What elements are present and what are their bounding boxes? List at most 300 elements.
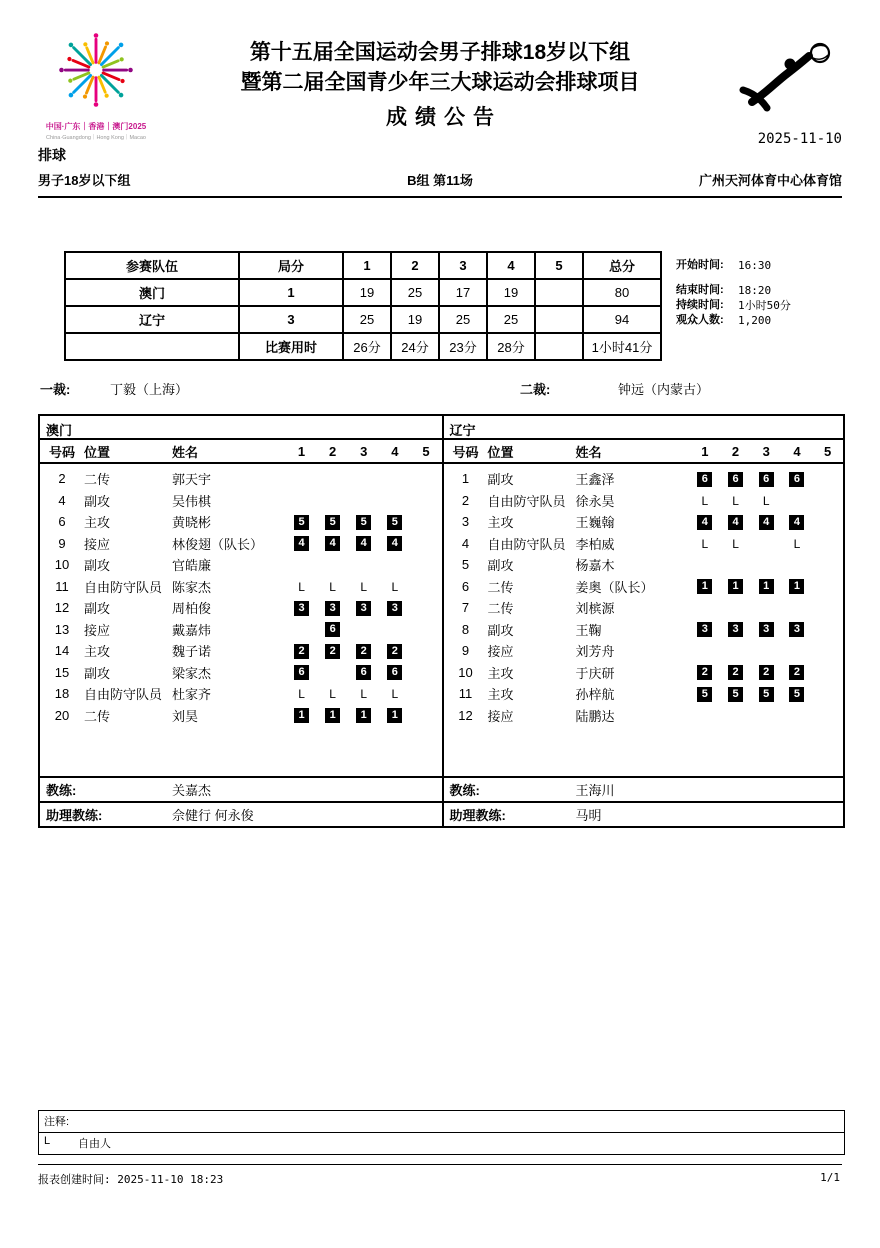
score-column-header: 局分 xyxy=(239,252,343,279)
player-set-cell xyxy=(690,536,721,551)
player-number: 9 xyxy=(58,535,66,551)
rosters-section xyxy=(38,414,845,828)
player-row xyxy=(40,576,442,598)
rotation-position-mark: 1 xyxy=(387,708,402,723)
libero-mark: L xyxy=(701,536,709,551)
player-row xyxy=(40,640,442,662)
player-position: 副攻 xyxy=(487,472,514,488)
rotation-position-mark: 1 xyxy=(356,708,371,723)
match-info-label: 观众人数: xyxy=(676,314,724,326)
libero-mark: L xyxy=(360,687,368,702)
coach-name: 关嘉杰 xyxy=(172,783,212,798)
assistant-coach-label: 助理教练: xyxy=(449,808,506,823)
rotation-position-mark: 3 xyxy=(697,622,712,637)
roster-columns-left xyxy=(40,440,442,464)
set-score xyxy=(535,279,583,306)
player-set-cell xyxy=(348,686,379,701)
player-number: 12 xyxy=(458,707,473,723)
player-number: 1 xyxy=(461,471,470,487)
score-column-header: 1 xyxy=(343,252,391,279)
player-set-cell xyxy=(751,664,782,680)
set-duration xyxy=(535,333,583,360)
player-set-cell xyxy=(286,686,317,701)
player-set-cell xyxy=(348,643,379,659)
player-set-cell xyxy=(317,643,348,659)
player-position: 自由防守队员 xyxy=(487,493,566,509)
player-number: 6 xyxy=(58,514,66,530)
player-position: 接应 xyxy=(487,644,514,660)
player-position: 自由防守队员 xyxy=(84,687,163,703)
player-position: 主攻 xyxy=(487,515,514,531)
player-set-cell xyxy=(690,686,721,702)
roster-left xyxy=(40,416,442,826)
player-row xyxy=(40,490,442,512)
player-position: 副攻 xyxy=(84,558,111,574)
team-name-left: 澳门 xyxy=(40,416,442,440)
player-name: 陆鹏达 xyxy=(575,708,615,724)
score-total: 80 xyxy=(583,279,661,306)
match-subheader xyxy=(38,170,842,189)
score-total: 94 xyxy=(583,306,661,333)
score-column-header: 5 xyxy=(535,252,583,279)
score-table xyxy=(64,251,662,361)
player-name: 魏子诺 xyxy=(172,644,212,660)
set-score: 19 xyxy=(391,306,439,333)
player-name: 官皓廉 xyxy=(172,558,212,574)
player-set-cell xyxy=(286,600,317,616)
player-name: 王鑫泽 xyxy=(575,472,615,488)
set-duration: 24分 xyxy=(391,333,439,360)
rotation-position-mark: 4 xyxy=(697,515,712,530)
rotation-position-mark: 2 xyxy=(759,665,774,680)
player-set-cell xyxy=(379,514,410,530)
report-title: 成绩公告 xyxy=(386,106,502,129)
libero-mark: L xyxy=(732,493,739,508)
player-set-cell xyxy=(317,686,348,701)
rotation-position-mark: 6 xyxy=(325,622,340,637)
player-number: 3 xyxy=(461,514,470,530)
team-name-right: 辽宁 xyxy=(444,416,844,440)
player-name: 郭天宇 xyxy=(172,472,212,488)
rotation-position-mark: 3 xyxy=(356,601,371,616)
player-set-cell xyxy=(379,643,410,659)
duration-row xyxy=(65,333,661,360)
player-set-cell xyxy=(751,471,782,487)
roster-column-header: 5 xyxy=(422,443,430,459)
rotation-position-mark: 4 xyxy=(387,536,402,551)
rotation-position-mark: 3 xyxy=(789,622,804,637)
score-team-name: 澳门 xyxy=(65,279,239,306)
player-row xyxy=(444,576,844,598)
rotation-position-mark: 2 xyxy=(356,644,371,659)
player-set-cell xyxy=(379,600,410,616)
sport-label: 排球 xyxy=(38,147,66,163)
roster-column-header: 1 xyxy=(297,443,306,459)
header-divider xyxy=(38,196,842,198)
libero-mark: L xyxy=(360,579,368,594)
score-table-body xyxy=(65,279,661,360)
roster-right xyxy=(442,416,844,826)
player-position: 二传 xyxy=(487,601,514,617)
player-position: 主攻 xyxy=(487,687,514,703)
rotation-position-mark: 2 xyxy=(728,665,743,680)
player-position: 主攻 xyxy=(487,665,514,681)
set-duration: 23分 xyxy=(439,333,487,360)
player-name: 王巍翰 xyxy=(575,515,615,531)
set-score: 19 xyxy=(343,279,391,306)
player-row xyxy=(40,533,442,555)
rotation-position-mark: 5 xyxy=(697,687,712,702)
match-info-row xyxy=(676,313,791,328)
match-info-row xyxy=(676,258,791,273)
score-sets-won: 1 xyxy=(239,279,343,306)
rotation-position-mark: 5 xyxy=(356,515,371,530)
volleyball-pictogram-icon xyxy=(736,40,836,119)
rotation-position-mark: 1 xyxy=(759,579,774,594)
report-title-line2: 暨第二届全国青少年三大球运动会排球项目 xyxy=(240,71,640,94)
player-set-cell xyxy=(348,600,379,616)
assistant-coach-names: 马明 xyxy=(575,808,602,823)
match-info-label: 开始时间: xyxy=(676,259,724,271)
player-row xyxy=(444,511,844,533)
player-name: 刘芳舟 xyxy=(575,644,615,660)
player-set-cell xyxy=(348,579,379,594)
player-set-cell xyxy=(379,707,410,723)
player-number: 11 xyxy=(458,686,473,702)
player-set-cell xyxy=(720,471,751,487)
player-name: 李柏威 xyxy=(575,536,615,552)
rotation-position-mark: 2 xyxy=(697,665,712,680)
duration-label: 比赛用时 xyxy=(239,333,343,360)
player-set-cell xyxy=(317,621,348,637)
player-set-cell xyxy=(379,579,410,594)
player-position: 副攻 xyxy=(487,622,514,638)
libero-mark: L xyxy=(391,687,399,702)
player-name: 杜家齐 xyxy=(172,687,212,703)
player-name: 孙梓航 xyxy=(575,687,615,703)
player-position: 接应 xyxy=(84,622,111,638)
player-name: 徐永昊 xyxy=(575,493,615,509)
player-number: 15 xyxy=(54,664,70,680)
player-position: 接应 xyxy=(487,708,514,724)
assistant-coach-row-right xyxy=(444,801,844,826)
libero-legend-row xyxy=(39,1133,844,1154)
rotation-position-mark: 1 xyxy=(789,579,804,594)
match-info-value: 1,200 xyxy=(738,314,772,327)
player-set-cell xyxy=(720,514,751,530)
player-set-cell xyxy=(286,707,317,723)
player-row xyxy=(444,662,844,684)
player-row xyxy=(444,490,844,512)
player-row xyxy=(444,468,844,490)
second-referee-name: 钟远（内蒙古） xyxy=(618,382,710,397)
player-set-cell xyxy=(286,664,317,680)
player-set-cell xyxy=(782,578,813,594)
coach-name: 王海川 xyxy=(575,783,615,798)
player-position: 自由防守队员 xyxy=(487,536,566,552)
rotation-position-mark: 5 xyxy=(759,687,774,702)
rotation-position-mark: 6 xyxy=(728,472,743,487)
rotation-position-mark: 1 xyxy=(325,708,340,723)
rotation-position-mark: 5 xyxy=(728,687,743,702)
player-name: 戴嘉炜 xyxy=(172,622,212,638)
rotation-position-mark: 5 xyxy=(387,515,402,530)
roster-column-header: 4 xyxy=(793,443,801,459)
player-name: 姜奥（队长） xyxy=(575,579,654,595)
player-number: 9 xyxy=(461,643,470,659)
player-number: 2 xyxy=(58,471,66,487)
second-referee-label: 二裁: xyxy=(520,382,551,397)
player-set-cell xyxy=(690,471,721,487)
libero-mark: L xyxy=(329,687,336,702)
player-number: 12 xyxy=(54,600,70,616)
player-position: 二传 xyxy=(487,579,514,595)
roster-column-header: 3 xyxy=(762,443,770,459)
player-row xyxy=(444,683,844,705)
player-number: 18 xyxy=(54,686,70,702)
player-number: 13 xyxy=(54,621,70,637)
player-set-cell xyxy=(690,621,721,637)
player-set-cell xyxy=(751,514,782,530)
score-column-header: 4 xyxy=(487,252,535,279)
player-number: 20 xyxy=(54,707,70,723)
rotation-position-mark: 3 xyxy=(387,601,402,616)
player-set-cell xyxy=(751,578,782,594)
libero-mark: L xyxy=(329,579,336,594)
match-info-label: 结束时间: xyxy=(676,284,724,296)
player-name: 陈家杰 xyxy=(172,579,212,595)
rotation-position-mark: 1 xyxy=(294,708,309,723)
first-referee-label: 一裁: xyxy=(40,382,71,397)
player-row xyxy=(40,597,442,619)
match-label: B组 第11场 xyxy=(407,173,473,188)
set-score: 19 xyxy=(487,279,535,306)
libero-mark: L xyxy=(732,536,739,551)
player-set-cell xyxy=(379,664,410,680)
rotation-position-mark: 6 xyxy=(387,665,402,680)
roster-column-header: 位置 xyxy=(84,444,111,460)
score-column-header: 参赛队伍 xyxy=(65,252,239,279)
match-info-value: 1小时50分 xyxy=(738,299,791,312)
player-set-cell xyxy=(782,471,813,487)
player-position: 主攻 xyxy=(84,644,111,660)
player-set-cell xyxy=(317,707,348,723)
libero-mark: L xyxy=(701,493,709,508)
player-set-cell xyxy=(751,686,782,702)
roster-right-players xyxy=(444,464,844,776)
libero-symbol: L xyxy=(44,1135,51,1147)
player-set-cell xyxy=(720,536,751,551)
rotation-position-mark: 4 xyxy=(356,536,371,551)
libero-mark: L xyxy=(391,579,399,594)
player-row xyxy=(40,619,442,641)
player-row xyxy=(444,533,844,555)
player-number: 2 xyxy=(461,492,470,508)
player-set-cell xyxy=(379,535,410,551)
roster-column-header: 号码 xyxy=(48,444,75,460)
roster-column-header: 1 xyxy=(701,443,709,459)
score-table-header-row xyxy=(65,252,661,279)
player-row xyxy=(444,554,844,576)
player-set-cell xyxy=(690,493,721,508)
roster-column-header: 5 xyxy=(824,443,832,459)
player-number: 4 xyxy=(58,492,66,508)
report-title-line1: 第十五届全国运动会男子排球18岁以下组 xyxy=(249,41,631,64)
set-score: 17 xyxy=(439,279,487,306)
player-row xyxy=(444,619,844,641)
coach-row-left xyxy=(40,776,442,801)
player-set-cell xyxy=(286,579,317,594)
player-number: 7 xyxy=(461,600,470,616)
player-position: 二传 xyxy=(84,472,111,488)
player-number: 5 xyxy=(461,557,470,573)
libero-mark: L xyxy=(762,493,770,508)
score-column-header: 3 xyxy=(439,252,487,279)
rotation-position-mark: 6 xyxy=(789,472,804,487)
score-team-row xyxy=(65,306,661,333)
player-position: 接应 xyxy=(84,536,111,552)
player-position: 副攻 xyxy=(84,493,111,509)
player-position: 二传 xyxy=(84,708,111,724)
player-name: 王鞠 xyxy=(575,622,602,638)
player-set-cell xyxy=(782,664,813,680)
player-set-cell xyxy=(348,707,379,723)
player-name: 林俊翅（队长） xyxy=(172,536,264,552)
rotation-position-mark: 4 xyxy=(759,515,774,530)
player-set-cell xyxy=(720,621,751,637)
roster-left-players xyxy=(40,464,442,776)
roster-column-header: 位置 xyxy=(487,444,514,460)
set-score xyxy=(535,306,583,333)
notes-section xyxy=(38,1110,845,1155)
set-duration: 28分 xyxy=(487,333,535,360)
duration-total: 1小时41分 xyxy=(583,333,661,360)
set-score: 25 xyxy=(487,306,535,333)
duration-empty-cell xyxy=(65,333,239,360)
rotation-position-mark: 3 xyxy=(759,622,774,637)
match-info-label: 持续时间: xyxy=(676,299,724,311)
score-team-name: 辽宁 xyxy=(65,306,239,333)
player-name: 黄晓彬 xyxy=(172,515,212,531)
player-set-cell xyxy=(317,535,348,551)
score-team-row xyxy=(65,279,661,306)
rotation-position-mark: 4 xyxy=(789,515,804,530)
set-duration: 26分 xyxy=(343,333,391,360)
player-row xyxy=(444,705,844,727)
player-set-cell xyxy=(690,578,721,594)
games-logo-caption: 中国·广东｜香港｜澳门2025 xyxy=(45,122,147,131)
match-info xyxy=(676,258,791,328)
player-set-cell xyxy=(720,578,751,594)
rotation-position-mark: 5 xyxy=(325,515,340,530)
match-info-row xyxy=(676,283,791,298)
games-logo-caption-en: China·Guangdong｜Hong Kong｜Macao xyxy=(46,135,146,141)
player-set-cell xyxy=(317,514,348,530)
roster-column-header: 3 xyxy=(360,443,368,459)
coach-label: 教练: xyxy=(449,783,480,798)
rotation-position-mark: 1 xyxy=(728,579,743,594)
player-row xyxy=(40,468,442,490)
player-number: 8 xyxy=(461,621,470,637)
rotation-position-mark: 4 xyxy=(728,515,743,530)
group-label: 男子18岁以下组 xyxy=(38,173,131,188)
player-name: 杨嘉木 xyxy=(575,558,615,574)
player-row xyxy=(444,597,844,619)
player-set-cell xyxy=(348,664,379,680)
player-set-cell xyxy=(720,686,751,702)
player-set-cell xyxy=(782,514,813,530)
player-set-cell xyxy=(782,686,813,702)
player-row xyxy=(40,511,442,533)
report-date: 2025-11-10 xyxy=(757,131,842,147)
first-referee-name: 丁毅（上海） xyxy=(110,382,189,397)
roster-column-header: 姓名 xyxy=(172,444,199,460)
player-row xyxy=(40,554,442,576)
player-set-cell xyxy=(286,643,317,659)
player-row xyxy=(40,683,442,705)
player-number: 10 xyxy=(54,557,70,573)
rotation-position-mark: 4 xyxy=(294,536,309,551)
libero-text: 自由人 xyxy=(78,1138,111,1150)
player-set-cell xyxy=(690,514,721,530)
rotation-position-mark: 5 xyxy=(294,515,309,530)
player-set-cell xyxy=(751,621,782,637)
player-set-cell xyxy=(317,579,348,594)
roster-columns-right xyxy=(444,440,844,464)
rotation-position-mark: 2 xyxy=(325,644,340,659)
player-set-cell xyxy=(690,664,721,680)
player-set-cell xyxy=(379,686,410,701)
player-set-cell xyxy=(286,535,317,551)
set-score: 25 xyxy=(439,306,487,333)
assistant-coach-names: 佘健行 何永俊 xyxy=(172,808,254,823)
player-set-cell xyxy=(782,536,813,551)
libero-mark: L xyxy=(298,579,305,594)
rotation-position-mark: 2 xyxy=(294,644,309,659)
rotation-position-mark: 5 xyxy=(789,687,804,702)
match-info-value: 16:30 xyxy=(738,259,772,272)
player-number: 10 xyxy=(458,664,473,680)
player-position: 主攻 xyxy=(84,515,111,531)
player-row xyxy=(40,662,442,684)
player-name: 吴伟棋 xyxy=(172,493,212,509)
set-score: 25 xyxy=(391,279,439,306)
player-name: 刘昊 xyxy=(172,708,199,724)
venue-label: 广州天河体育中心体育馆 xyxy=(698,173,842,188)
match-info-row xyxy=(676,298,791,313)
rotation-position-mark: 2 xyxy=(387,644,402,659)
rotation-position-mark: 1 xyxy=(697,579,712,594)
match-info-value: 18:20 xyxy=(738,284,772,297)
player-set-cell xyxy=(751,493,782,508)
player-set-cell xyxy=(782,621,813,637)
rotation-position-mark: 6 xyxy=(759,472,774,487)
player-position: 副攻 xyxy=(487,558,514,574)
score-sets-won: 3 xyxy=(239,306,343,333)
rotation-position-mark: 2 xyxy=(789,665,804,680)
player-set-cell xyxy=(286,514,317,530)
player-set-cell xyxy=(317,600,348,616)
player-number: 4 xyxy=(461,535,470,551)
rotation-position-mark: 3 xyxy=(325,601,340,616)
rotation-position-mark: 3 xyxy=(294,601,309,616)
player-row xyxy=(40,705,442,727)
coach-label: 教练: xyxy=(46,783,77,798)
footer-divider xyxy=(38,1164,842,1165)
score-column-header: 总分 xyxy=(583,252,661,279)
player-position: 副攻 xyxy=(84,601,111,617)
roster-column-header: 姓名 xyxy=(575,444,602,460)
